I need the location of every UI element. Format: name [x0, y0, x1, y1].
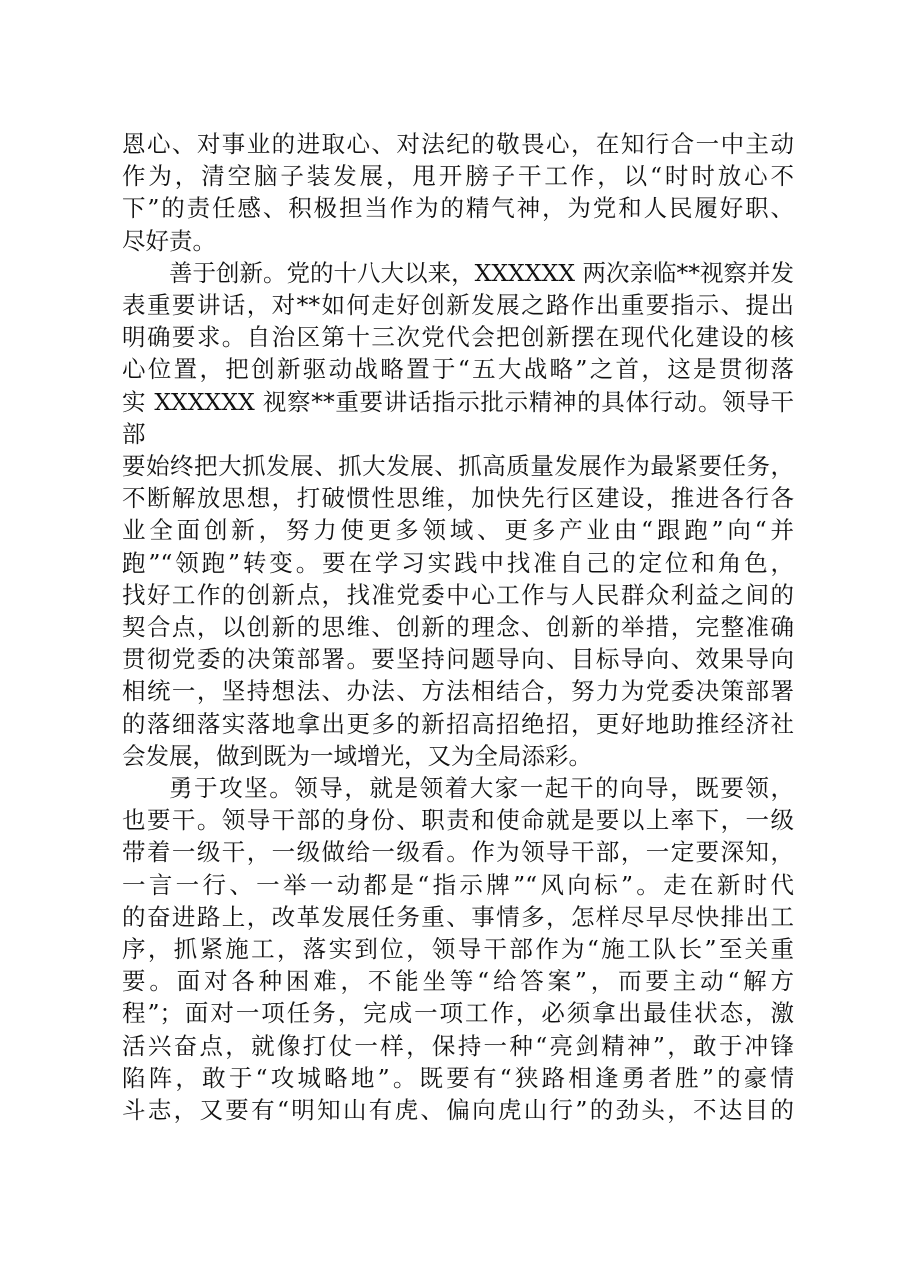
text-line: 表重要讲话，对**如何走好创新发展之路作出重要指示、提出	[122, 291, 794, 320]
text-line: 要始终把大抓发展、抓大发展、抓高质量发展作为最紧要任务，	[122, 452, 794, 481]
text-line: 善于创新。党的十八大以来，XXXXXX 两次亲临**视察并发	[169, 258, 794, 287]
document-body	[122, 128, 794, 1126]
text-line: 带着一级干，一级做给一级看。作为领导干部，一定要深知，	[122, 838, 794, 867]
text-line: 也要干。领导干部的身份、职责和使命就是要以上率下，一级	[122, 806, 794, 835]
text-line: 会发展，做到既为一域增光，又为全局添彩。	[122, 741, 592, 770]
text-line: 要。面对各种困难，不能坐等“给答案”，而要主动“解方	[122, 967, 794, 996]
text-line: 心位置，把创新驱动战略置于“五大战略”之首，这是贯彻落	[122, 355, 794, 384]
text-line: 的奋进路上，改革发展任务重、事情多，怎样尽早尽快排出工	[122, 902, 794, 931]
text-line: 明确要求。自治区第十三次党代会把创新摆在现代化建设的核	[122, 323, 794, 352]
text-line: 恩心、对事业的进取心、对法纪的敬畏心，在知行合一中主动	[122, 130, 794, 158]
text-line: 作为，清空脑子装发展，甩开膀子干工作，以“时时放心不	[122, 162, 794, 191]
text-line: 贯彻党委的决策部署。要坚持问题导向、目标导向、效果导向	[122, 645, 794, 674]
text-line: 程”；面对一项任务，完成一项工作，必须拿出最佳状态，激	[122, 999, 794, 1028]
paragraph	[122, 128, 794, 257]
text-line: 序，抓紧施工，落实到位，领导干部作为“施工队长”至关重	[122, 935, 794, 964]
text-line: 不断解放思想，打破惯性思维，加快先行区建设，推进各行各	[122, 484, 794, 513]
paragraph	[122, 772, 794, 1126]
paragraph	[122, 257, 794, 772]
text-line: 下”的责任感、积极担当作为的精气神，为党和人民履好职、	[122, 194, 794, 223]
text-line: 契合点，以创新的思维、创新的理念、创新的举措，完整准确	[122, 613, 794, 642]
text-line: 跑”“领跑”转变。要在学习实践中找准自己的定位和角色，	[122, 548, 794, 577]
text-line: 的落细落实落地拿出更多的新招高招绝招，更好地助推经济社	[122, 709, 794, 738]
text-line: 相统一，坚持想法、办法、方法相结合，努力为党委决策部署	[122, 677, 794, 706]
text-line: 勇于攻坚。领导，就是领着大家一起干的向导，既要领，	[169, 774, 794, 803]
text-line: 找好工作的创新点，找准党委中心工作与人民群众利益之间的	[122, 580, 794, 609]
text-line: 陷阵，敢于“攻城略地”。既要有“狭路相逢勇者胜”的豪情	[122, 1063, 794, 1092]
text-line: 斗志，又要有“明知山有虎、偏向虎山行”的劲头，不达目的	[122, 1096, 794, 1125]
text-line: 实 XXXXXX 视察**重要讲话指示批示精神的具体行动。领导干部	[122, 387, 794, 448]
text-line: 活兴奋点，就像打仗一样，保持一种“亮剑精神”，敢于冲锋	[122, 1031, 794, 1060]
text-line: 一言一行、一举一动都是“指示牌”“风向标”。走在新时代	[122, 870, 794, 899]
text-line: 业全面创新，努力使更多领域、更多产业由“跟跑”向“并	[122, 516, 794, 545]
text-line: 尽好责。	[122, 226, 216, 255]
